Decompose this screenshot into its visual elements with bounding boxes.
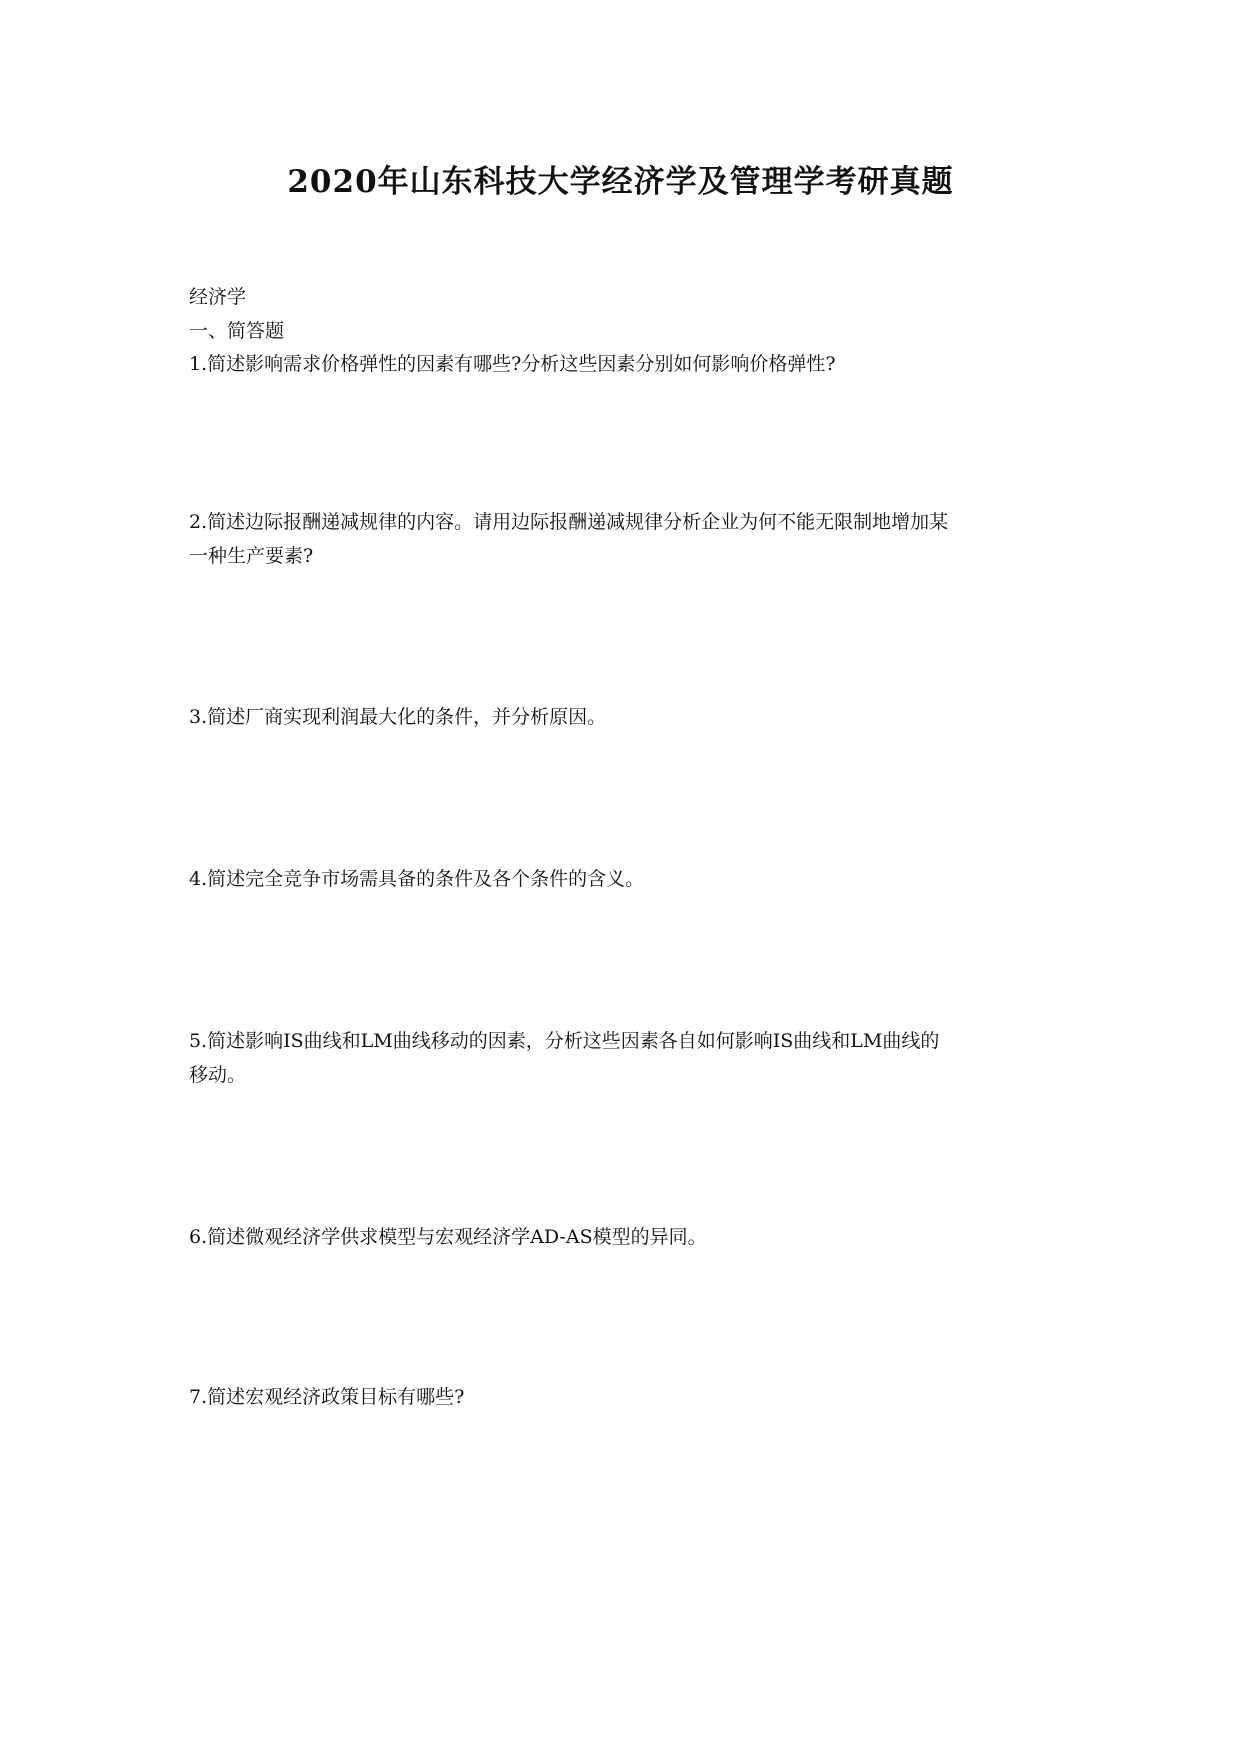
question-line: 6.简述微观经济学供求模型与宏观经济学AD-AS模型的异同。 <box>189 1226 707 1248</box>
question-line: 5.简述影响IS曲线和LM曲线移动的因素，分析这些因素各自如何影响IS曲线和LM曲线的 <box>189 1030 940 1052</box>
question-6 <box>189 1220 1069 1254</box>
question-4 <box>189 862 1069 896</box>
question-3 <box>189 700 1069 734</box>
question-line: 2.简述边际报酬递减规律的内容。请用边际报酬递减规律分析企业为何不能无限制地增加某 <box>189 511 949 533</box>
question-line: 4.简述完全竞争市场需具备的条件及各个条件的含义。 <box>189 868 645 890</box>
question-7 <box>189 1380 1069 1414</box>
question-5 <box>189 1024 1069 1092</box>
section-heading: 经济学 <box>189 286 247 308</box>
question-line: 3.简述厂商实现利润最大化的条件，并分析原因。 <box>189 706 607 728</box>
question-2 <box>189 505 1069 573</box>
question-line: 7.简述宏观经济政策目标有哪些? <box>189 1386 465 1408</box>
page-title: 2020年山东科技大学经济学及管理学考研真题 <box>287 164 954 200</box>
question-line: 一种生产要素? <box>189 545 314 567</box>
question-line: 1.简述影响需求价格弹性的因素有哪些?分析这些因素分别如何影响价格弹性? <box>189 353 836 375</box>
question-line: 移动。 <box>189 1064 247 1086</box>
part-heading: 一、简答题 <box>189 320 285 342</box>
question-1 <box>189 347 1069 381</box>
